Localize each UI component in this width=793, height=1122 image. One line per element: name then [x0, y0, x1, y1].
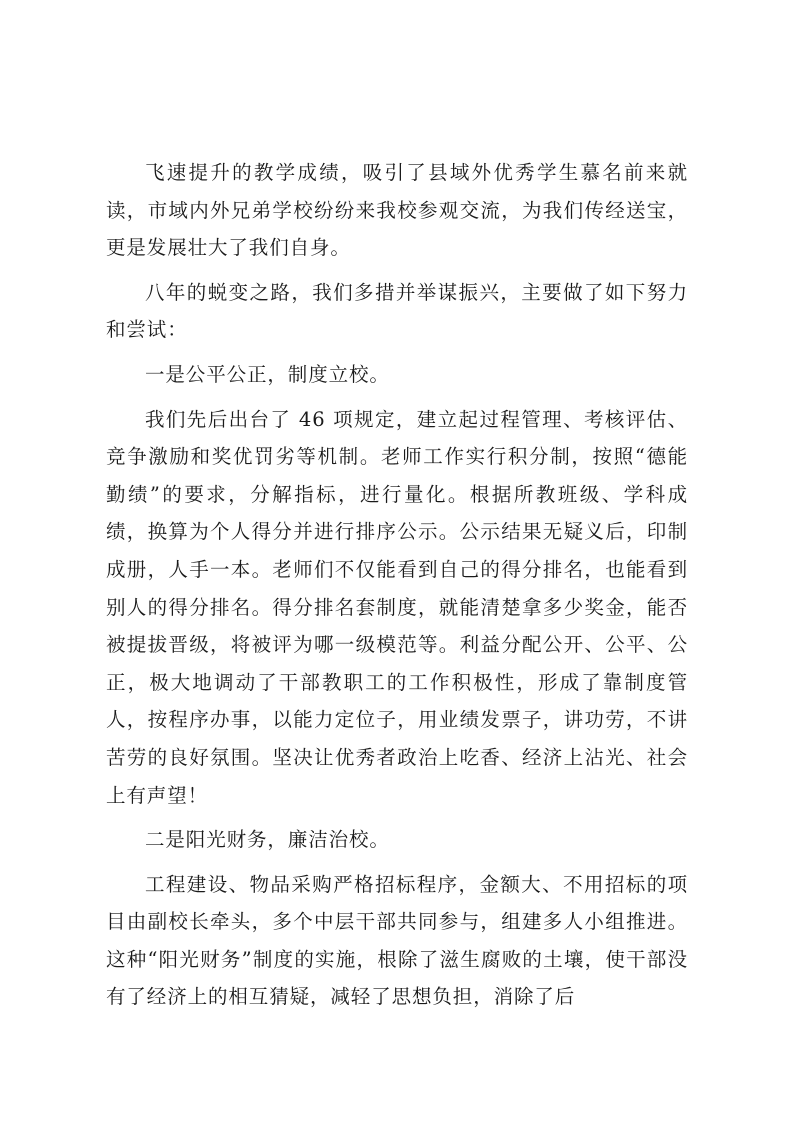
section-heading-transparent-finance: 二是阳光财务，廉洁治校。 — [145, 828, 390, 852]
paragraph-finance-details: 工程建设、物品采购严格招标程序，金额大、不用招标的项目由副校长牵头，多个中层干部共同参与，组建多人小组推进。这种“阳光财务”制度的实施，根除了滋生腐败的土壤，使干部没有了经济上的相互猜疑，减轻了思想负担，消除了后 — [106, 872, 688, 1009]
paragraph-fairness-details: 我们先后出台了 46 项规定，建立起过程管理、考核评估、竞争激励和奖优罚劣等机制。老师工作实行积分制，按照“德能勤绩”的要求，分解指标，进行量化。根据所教班级、学科成绩，换算为个人得分并进行排序公示。公示结果无疑义后，印制成册，人手一本。老师们不仅能看到自己的得分排名，也能看到别人的得分排名。得分排名套制度，就能清楚拿多少奖金，能否被提拔晋级，将被评为哪一级模范等。利益分配公开、公平、公正，极大地调动了干部教职工的工作积极性，形成了靠制度管人，按程序办事，以能力定位子，用业绩发票子，讲功劳，不讲苦劳的良好氛围。坚决让优秀者政治上吃香、经济上沾光、社会上有声望！ — [106, 407, 688, 807]
document-body — [106, 154, 688, 1016]
paragraph-teaching-results: 飞速提升的教学成绩，吸引了县域外优秀学生慕名前来就读，市域内外兄弟学校纷纷来我校参观交流，为我们传经送宝，更是发展壮大了我们自身。 — [106, 161, 688, 260]
paragraph-eight-years-intro: 八年的蜕变之路，我们多措并举谋振兴，主要做了如下努力和尝试： — [106, 280, 688, 342]
section-heading-fairness: 一是公平公正，制度立校。 — [145, 362, 390, 386]
